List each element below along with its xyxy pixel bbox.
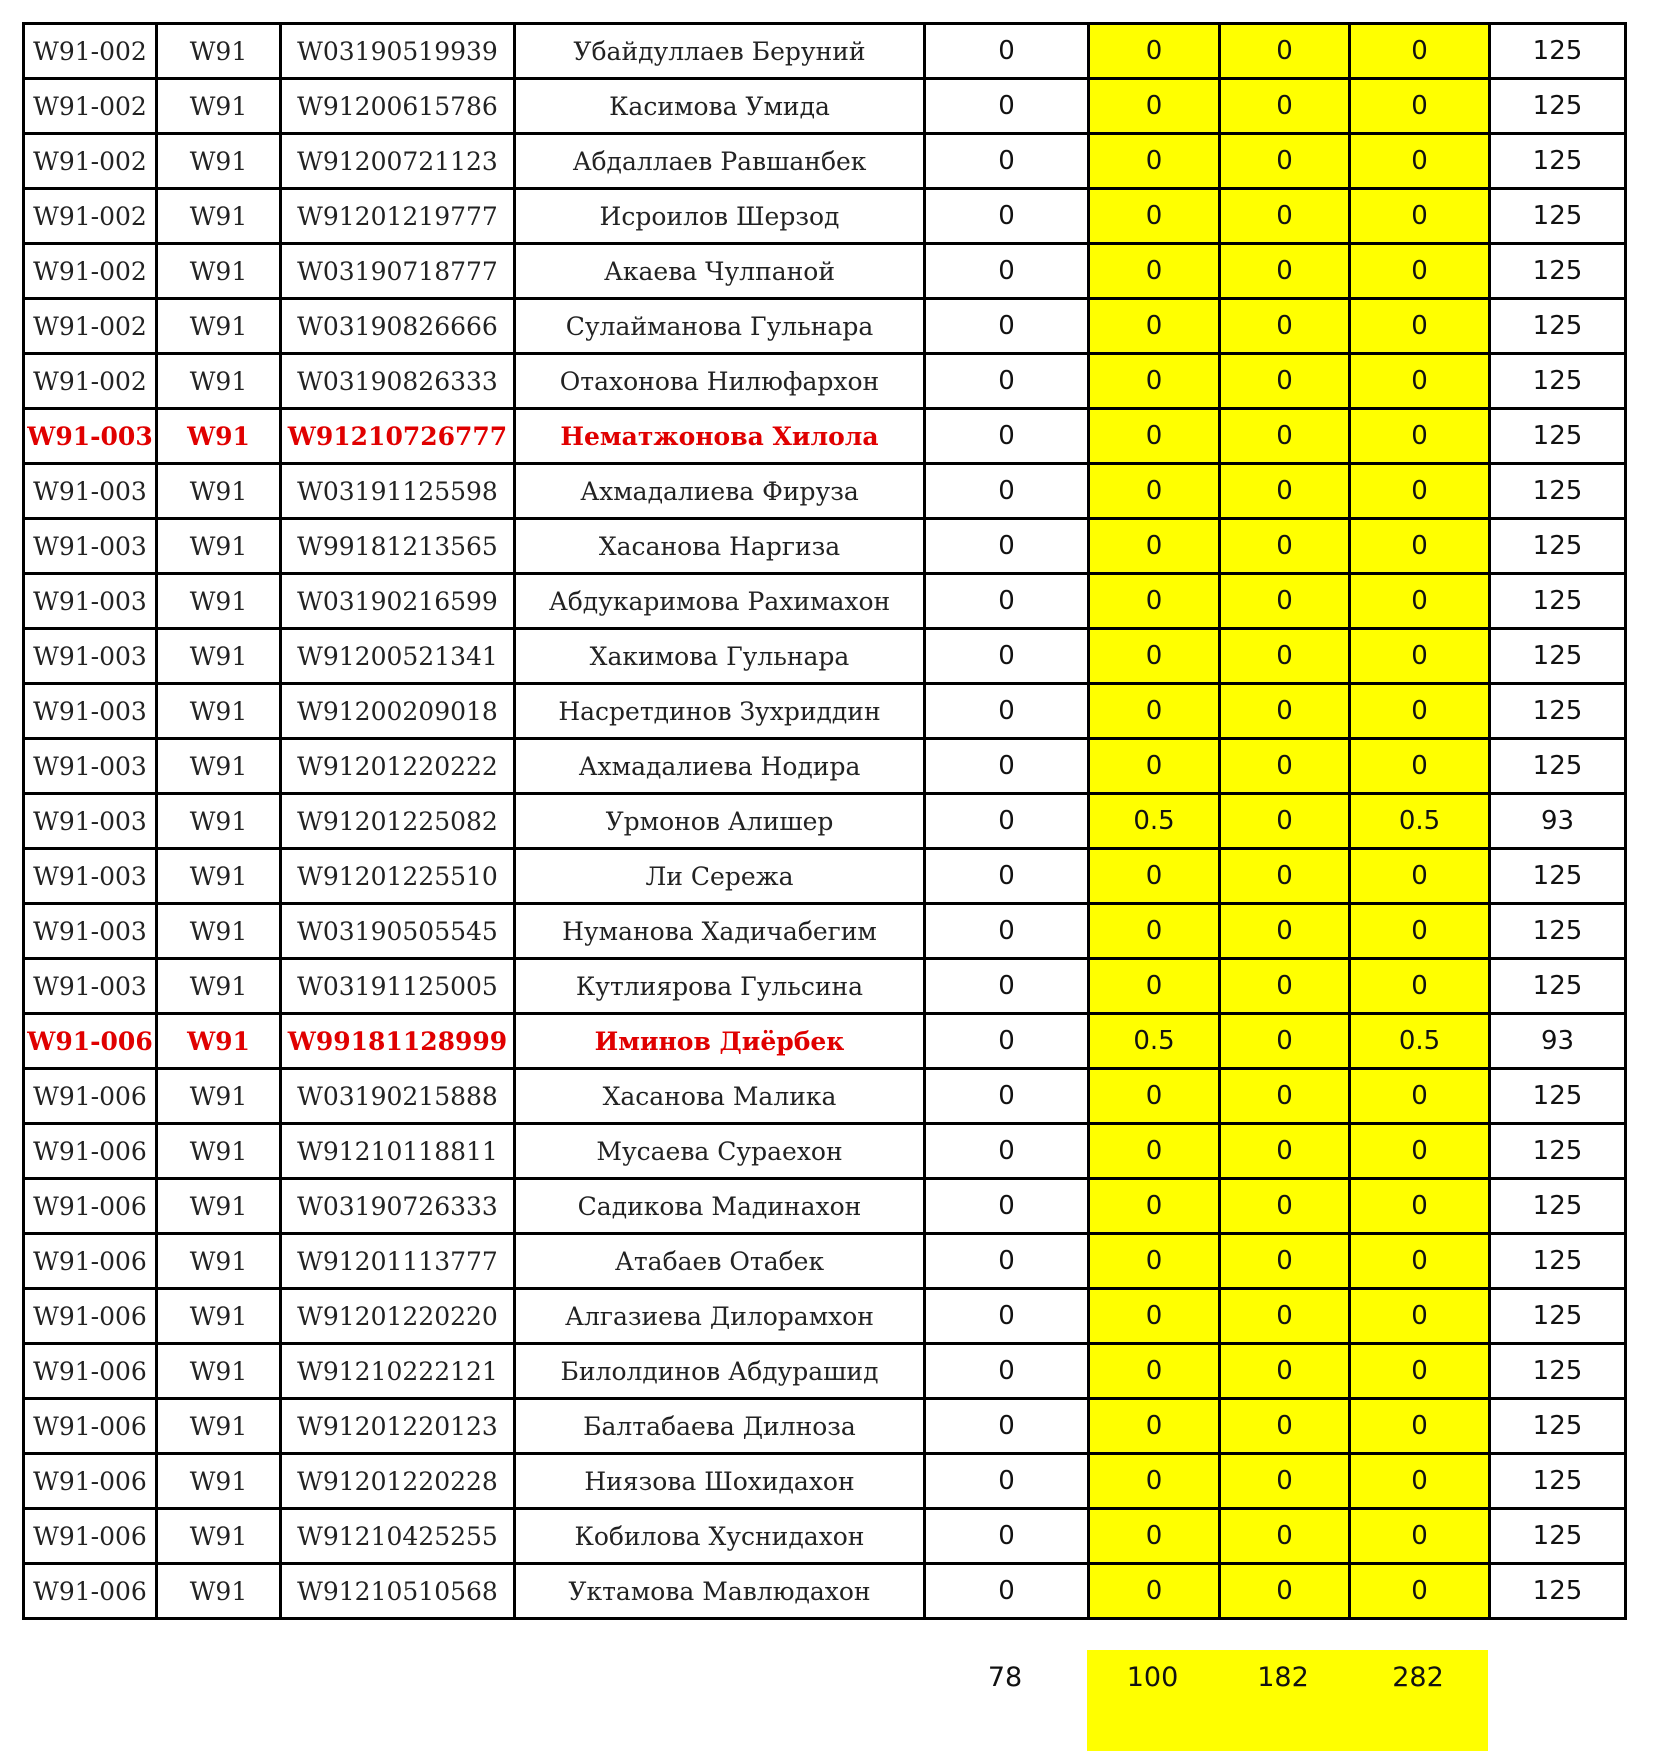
- table-row: [24, 1399, 1626, 1454]
- cell-col4: 0: [1350, 1564, 1490, 1619]
- cell-id: W91200721123: [281, 134, 515, 189]
- cell-group: W91-002: [24, 24, 157, 79]
- cell-group: W91-003: [24, 409, 157, 464]
- cell-group: W91-006: [24, 1564, 157, 1619]
- cell-name: Ниязова Шохидахон: [515, 1454, 925, 1509]
- cell-col5: 125: [1490, 1564, 1626, 1619]
- cell-group: W91-002: [24, 244, 157, 299]
- cell-group: W91-003: [24, 794, 157, 849]
- cell-col3: 0: [1220, 629, 1350, 684]
- table-row: [24, 904, 1626, 959]
- cell-col3: 0: [1220, 684, 1350, 739]
- cell-col1: 0: [925, 739, 1089, 794]
- cell-col5: 125: [1490, 684, 1626, 739]
- cell-col4: 0: [1350, 1289, 1490, 1344]
- cell-col5: 125: [1490, 904, 1626, 959]
- cell-col1: 0: [925, 134, 1089, 189]
- cell-col5: 125: [1490, 189, 1626, 244]
- cell-col4: 0: [1350, 79, 1490, 134]
- cell-name: Билолдинов Абдурашид: [515, 1344, 925, 1399]
- cell-col2: 0: [1089, 739, 1220, 794]
- cell-name: Хасанова Наргиза: [515, 519, 925, 574]
- cell-group: W91-002: [24, 189, 157, 244]
- cell-code: W91: [157, 299, 281, 354]
- cell-id: W91210510568: [281, 1564, 515, 1619]
- table-row: [24, 1564, 1626, 1619]
- cell-col2: 0: [1089, 1124, 1220, 1179]
- cell-code: W91: [157, 739, 281, 794]
- cell-col3: 0: [1220, 409, 1350, 464]
- cell-col1: 0: [925, 1564, 1089, 1619]
- cell-col2: 0: [1089, 244, 1220, 299]
- cell-code: W91: [157, 1509, 281, 1564]
- cell-col4: 0: [1350, 959, 1490, 1014]
- cell-group: W91-003: [24, 464, 157, 519]
- cell-code: W91: [157, 959, 281, 1014]
- cell-id: W91210118811: [281, 1124, 515, 1179]
- cell-col1: 0: [925, 849, 1089, 904]
- cell-code: W91: [157, 629, 281, 684]
- cell-code: W91: [157, 1399, 281, 1454]
- cell-code: W91: [157, 79, 281, 134]
- cell-col3: 0: [1220, 794, 1350, 849]
- cell-col4: 0: [1350, 574, 1490, 629]
- cell-col1: 0: [925, 1124, 1089, 1179]
- cell-name: Касимова Умида: [515, 79, 925, 134]
- cell-col3: 0: [1220, 1014, 1350, 1069]
- cell-col4: 0: [1350, 134, 1490, 189]
- cell-col2: 0: [1089, 464, 1220, 519]
- cell-col4: 0: [1350, 244, 1490, 299]
- table-row: [24, 684, 1626, 739]
- cell-col3: 0: [1220, 79, 1350, 134]
- cell-code: W91: [157, 1014, 281, 1069]
- cell-group: W91-002: [24, 79, 157, 134]
- cell-name: Абдаллаев Равшанбек: [515, 134, 925, 189]
- cell-col4: 0: [1350, 684, 1490, 739]
- cell-group: W91-003: [24, 904, 157, 959]
- cell-code: W91: [157, 1454, 281, 1509]
- cell-col4: 0: [1350, 1399, 1490, 1454]
- cell-id: W03191125005: [281, 959, 515, 1014]
- table-row: [24, 1014, 1626, 1069]
- cell-col1: 0: [925, 1289, 1089, 1344]
- cell-col5: 93: [1490, 1014, 1626, 1069]
- cell-col5: 125: [1490, 1289, 1626, 1344]
- cell-col2: 0.5: [1089, 1014, 1220, 1069]
- cell-name: Абдукаримова Рахимахон: [515, 574, 925, 629]
- cell-col1: 0: [925, 354, 1089, 409]
- cell-code: W91: [157, 904, 281, 959]
- cell-col4: 0: [1350, 1509, 1490, 1564]
- cell-id: W91210222121: [281, 1344, 515, 1399]
- cell-col2: 0: [1089, 1234, 1220, 1289]
- cell-col2: 0: [1089, 959, 1220, 1014]
- cell-col3: 0: [1220, 1069, 1350, 1124]
- cell-col5: 125: [1490, 244, 1626, 299]
- cell-name: Сулайманова Гульнара: [515, 299, 925, 354]
- cell-id: W91210425255: [281, 1509, 515, 1564]
- cell-id: W91201220222: [281, 739, 515, 794]
- table-row: [24, 1069, 1626, 1124]
- table-row: [24, 794, 1626, 849]
- cell-col3: 0: [1220, 24, 1350, 79]
- cell-col5: 93: [1490, 794, 1626, 849]
- cell-col4: 0: [1350, 464, 1490, 519]
- cell-col1: 0: [925, 959, 1089, 1014]
- cell-id: W03190505545: [281, 904, 515, 959]
- cell-id: W91201220123: [281, 1399, 515, 1454]
- cell-col4: 0: [1350, 1454, 1490, 1509]
- cell-col5: 125: [1490, 1454, 1626, 1509]
- cell-col2: 0: [1089, 1289, 1220, 1344]
- table-row: [24, 189, 1626, 244]
- cell-col2: 0: [1089, 409, 1220, 464]
- cell-group: W91-002: [24, 299, 157, 354]
- cell-col1: 0: [925, 464, 1089, 519]
- cell-col5: 125: [1490, 24, 1626, 79]
- cell-group: W91-006: [24, 1234, 157, 1289]
- cell-col3: 0: [1220, 1564, 1350, 1619]
- cell-id: W91200615786: [281, 79, 515, 134]
- cell-col5: 125: [1490, 1069, 1626, 1124]
- cell-col4: 0: [1350, 409, 1490, 464]
- cell-id: W91201225082: [281, 794, 515, 849]
- cell-col5: 125: [1490, 1124, 1626, 1179]
- table-row: [24, 464, 1626, 519]
- cell-col5: 125: [1490, 1344, 1626, 1399]
- cell-name: Алгазиева Дилорамхон: [515, 1289, 925, 1344]
- cell-code: W91: [157, 794, 281, 849]
- cell-col4: 0.5: [1350, 1014, 1490, 1069]
- cell-col2: 0: [1089, 519, 1220, 574]
- cell-code: W91: [157, 1234, 281, 1289]
- cell-col3: 0: [1220, 849, 1350, 904]
- cell-col5: 125: [1490, 464, 1626, 519]
- cell-col4: 0: [1350, 849, 1490, 904]
- table-row: [24, 1124, 1626, 1179]
- cell-col5: 125: [1490, 1234, 1626, 1289]
- table-row: [24, 1509, 1626, 1564]
- cell-col3: 0: [1220, 464, 1350, 519]
- cell-col1: 0: [925, 1234, 1089, 1289]
- cell-col5: 125: [1490, 519, 1626, 574]
- cell-code: W91: [157, 1069, 281, 1124]
- table-row: [24, 1179, 1626, 1234]
- cell-code: W91: [157, 684, 281, 739]
- cell-code: W91: [157, 409, 281, 464]
- cell-col2: 0: [1089, 574, 1220, 629]
- cell-name: Нуманова Хадичабегим: [515, 904, 925, 959]
- cell-id: W91200209018: [281, 684, 515, 739]
- cell-col5: 125: [1490, 79, 1626, 134]
- cell-col3: 0: [1220, 574, 1350, 629]
- cell-col1: 0: [925, 1014, 1089, 1069]
- cell-col4: 0: [1350, 1069, 1490, 1124]
- cell-col2: 0: [1089, 1344, 1220, 1399]
- cell-id: W91200521341: [281, 629, 515, 684]
- cell-col4: 0: [1350, 1124, 1490, 1179]
- cell-id: W03190519939: [281, 24, 515, 79]
- cell-col5: 125: [1490, 299, 1626, 354]
- cell-col3: 0: [1220, 1399, 1350, 1454]
- table-row: [24, 299, 1626, 354]
- cell-name: Уктамова Мавлюдахон: [515, 1564, 925, 1619]
- table-row: [24, 1289, 1626, 1344]
- cell-col3: 0: [1220, 299, 1350, 354]
- cell-name: Ли Сережа: [515, 849, 925, 904]
- cell-code: W91: [157, 464, 281, 519]
- cell-col2: 0: [1089, 1454, 1220, 1509]
- cell-col2: 0: [1089, 299, 1220, 354]
- cell-name: Кутлиярова Гульсина: [515, 959, 925, 1014]
- cell-col5: 125: [1490, 134, 1626, 189]
- cell-col2: 0: [1089, 1509, 1220, 1564]
- table-row: [24, 134, 1626, 189]
- cell-col1: 0: [925, 684, 1089, 739]
- cell-group: W91-002: [24, 354, 157, 409]
- total-col4: 282: [1348, 1650, 1488, 1751]
- cell-group: W91-006: [24, 1014, 157, 1069]
- cell-col5: 125: [1490, 849, 1626, 904]
- cell-col1: 0: [925, 1179, 1089, 1234]
- cell-code: W91: [157, 519, 281, 574]
- cell-col3: 0: [1220, 1509, 1350, 1564]
- cell-group: W91-006: [24, 1289, 157, 1344]
- cell-code: W91: [157, 1124, 281, 1179]
- table-row: [24, 629, 1626, 684]
- cell-group: W91-002: [24, 134, 157, 189]
- cell-group: W91-006: [24, 1509, 157, 1564]
- cell-name: Хасанова Малика: [515, 1069, 925, 1124]
- cell-col2: 0: [1089, 684, 1220, 739]
- cell-col4: 0: [1350, 739, 1490, 794]
- cell-col3: 0: [1220, 354, 1350, 409]
- cell-col3: 0: [1220, 1234, 1350, 1289]
- cell-col1: 0: [925, 1069, 1089, 1124]
- cell-col3: 0: [1220, 904, 1350, 959]
- cell-col3: 0: [1220, 739, 1350, 794]
- cell-name: Акаева Чулпаной: [515, 244, 925, 299]
- cell-col5: 125: [1490, 409, 1626, 464]
- cell-name: Насретдинов Зухриддин: [515, 684, 925, 739]
- cell-col5: 125: [1490, 1509, 1626, 1564]
- cell-id: W03190216599: [281, 574, 515, 629]
- score-table-sheet: [22, 22, 1627, 1620]
- table-row: [24, 79, 1626, 134]
- cell-col2: 0: [1089, 629, 1220, 684]
- cell-name: Мусаева Сураехон: [515, 1124, 925, 1179]
- cell-code: W91: [157, 24, 281, 79]
- total-col3: 182: [1218, 1650, 1348, 1751]
- cell-id: W91201219777: [281, 189, 515, 244]
- cell-code: W91: [157, 244, 281, 299]
- cell-col1: 0: [925, 629, 1089, 684]
- cell-col1: 0: [925, 79, 1089, 134]
- cell-col1: 0: [925, 409, 1089, 464]
- cell-name: Хакимова Гульнара: [515, 629, 925, 684]
- cell-name: Исроилов Шерзод: [515, 189, 925, 244]
- cell-code: W91: [157, 1289, 281, 1344]
- cell-col1: 0: [925, 904, 1089, 959]
- cell-name: Убайдуллаев Беруний: [515, 24, 925, 79]
- cell-col4: 0: [1350, 189, 1490, 244]
- cell-col3: 0: [1220, 1289, 1350, 1344]
- cell-col2: 0: [1089, 134, 1220, 189]
- cell-col1: 0: [925, 1344, 1089, 1399]
- cell-col4: 0: [1350, 1234, 1490, 1289]
- table-row: [24, 1344, 1626, 1399]
- cell-col2: 0: [1089, 79, 1220, 134]
- table-row: [24, 739, 1626, 794]
- cell-group: W91-006: [24, 1179, 157, 1234]
- table-row: [24, 24, 1626, 79]
- cell-col2: 0: [1089, 1069, 1220, 1124]
- cell-col2: 0.5: [1089, 794, 1220, 849]
- cell-col3: 0: [1220, 1454, 1350, 1509]
- cell-col2: 0: [1089, 354, 1220, 409]
- cell-col1: 0: [925, 574, 1089, 629]
- cell-col4: 0.5: [1350, 794, 1490, 849]
- cell-id: W03190726333: [281, 1179, 515, 1234]
- cell-group: W91-003: [24, 739, 157, 794]
- cell-col3: 0: [1220, 1124, 1350, 1179]
- cell-group: W91-006: [24, 1399, 157, 1454]
- cell-code: W91: [157, 134, 281, 189]
- cell-id: W03190718777: [281, 244, 515, 299]
- cell-group: W91-003: [24, 959, 157, 1014]
- cell-col5: 125: [1490, 1399, 1626, 1454]
- cell-col4: 0: [1350, 299, 1490, 354]
- cell-col3: 0: [1220, 189, 1350, 244]
- table-row: [24, 959, 1626, 1014]
- cell-id: W03190215888: [281, 1069, 515, 1124]
- cell-name: Нематжонова Хилола: [515, 409, 925, 464]
- cell-col5: 125: [1490, 739, 1626, 794]
- cell-col4: 0: [1350, 354, 1490, 409]
- cell-group: W91-006: [24, 1454, 157, 1509]
- cell-name: Балтабаева Дилноза: [515, 1399, 925, 1454]
- cell-name: Атабаев Отабек: [515, 1234, 925, 1289]
- cell-col2: 0: [1089, 1179, 1220, 1234]
- cell-group: W91-003: [24, 519, 157, 574]
- cell-col2: 0: [1089, 904, 1220, 959]
- cell-group: W91-003: [24, 849, 157, 904]
- cell-col4: 0: [1350, 1179, 1490, 1234]
- cell-group: W91-006: [24, 1069, 157, 1124]
- cell-id: W03191125598: [281, 464, 515, 519]
- cell-name: Ахмадалиева Фируза: [515, 464, 925, 519]
- table-row: [24, 409, 1626, 464]
- total-col1: 78: [987, 1662, 1023, 1693]
- cell-col5: 125: [1490, 959, 1626, 1014]
- cell-id: W91201220228: [281, 1454, 515, 1509]
- cell-id: W91201225510: [281, 849, 515, 904]
- cell-col5: 125: [1490, 574, 1626, 629]
- cell-col1: 0: [925, 1509, 1089, 1564]
- cell-col2: 0: [1089, 1564, 1220, 1619]
- total-col2: 100: [1087, 1650, 1218, 1751]
- cell-col5: 125: [1490, 354, 1626, 409]
- cell-group: W91-003: [24, 574, 157, 629]
- cell-code: W91: [157, 1564, 281, 1619]
- cell-group: W91-006: [24, 1124, 157, 1179]
- cell-name: Иминов Диёрбек: [515, 1014, 925, 1069]
- table-row: [24, 1234, 1626, 1289]
- cell-col3: 0: [1220, 959, 1350, 1014]
- cell-group: W91-003: [24, 629, 157, 684]
- cell-col3: 0: [1220, 1344, 1350, 1399]
- cell-name: Кобилова Хуснидахон: [515, 1509, 925, 1564]
- cell-col1: 0: [925, 244, 1089, 299]
- cell-name: Ахмадалиева Нодира: [515, 739, 925, 794]
- cell-col1: 0: [925, 519, 1089, 574]
- score-table: [22, 22, 1627, 1620]
- cell-name: Отахонова Нилюфархон: [515, 354, 925, 409]
- cell-col5: 125: [1490, 1179, 1626, 1234]
- cell-col4: 0: [1350, 629, 1490, 684]
- cell-id: W91210726777: [281, 409, 515, 464]
- cell-col1: 0: [925, 794, 1089, 849]
- cell-col3: 0: [1220, 134, 1350, 189]
- cell-id: W91201113777: [281, 1234, 515, 1289]
- cell-col5: 125: [1490, 629, 1626, 684]
- cell-col4: 0: [1350, 904, 1490, 959]
- cell-col1: 0: [925, 299, 1089, 354]
- cell-col2: 0: [1089, 849, 1220, 904]
- cell-col3: 0: [1220, 519, 1350, 574]
- table-row: [24, 849, 1626, 904]
- cell-id: W03190826666: [281, 299, 515, 354]
- cell-code: W91: [157, 1344, 281, 1399]
- table-row: [24, 354, 1626, 409]
- cell-id: W03190826333: [281, 354, 515, 409]
- cell-col4: 0: [1350, 24, 1490, 79]
- totals-row: [22, 1650, 1624, 1751]
- cell-col2: 0: [1089, 1399, 1220, 1454]
- cell-id: W91201220220: [281, 1289, 515, 1344]
- cell-group: W91-006: [24, 1344, 157, 1399]
- table-row: [24, 1454, 1626, 1509]
- table-body: [24, 24, 1626, 1619]
- cell-code: W91: [157, 189, 281, 244]
- cell-col4: 0: [1350, 1344, 1490, 1399]
- cell-code: W91: [157, 1179, 281, 1234]
- table-row: [24, 574, 1626, 629]
- table-row: [24, 519, 1626, 574]
- cell-group: W91-003: [24, 684, 157, 739]
- cell-col1: 0: [925, 1454, 1089, 1509]
- cell-name: Садикова Мадинахон: [515, 1179, 925, 1234]
- cell-code: W91: [157, 354, 281, 409]
- cell-col1: 0: [925, 1399, 1089, 1454]
- cell-id: W99181213565: [281, 519, 515, 574]
- cell-col3: 0: [1220, 1179, 1350, 1234]
- cell-col1: 0: [925, 24, 1089, 79]
- cell-col2: 0: [1089, 189, 1220, 244]
- cell-name: Урмонов Алишер: [515, 794, 925, 849]
- cell-col3: 0: [1220, 244, 1350, 299]
- cell-col1: 0: [925, 189, 1089, 244]
- cell-code: W91: [157, 574, 281, 629]
- cell-id: W99181128999: [281, 1014, 515, 1069]
- cell-col2: 0: [1089, 24, 1220, 79]
- table-row: [24, 244, 1626, 299]
- cell-code: W91: [157, 849, 281, 904]
- cell-col4: 0: [1350, 519, 1490, 574]
